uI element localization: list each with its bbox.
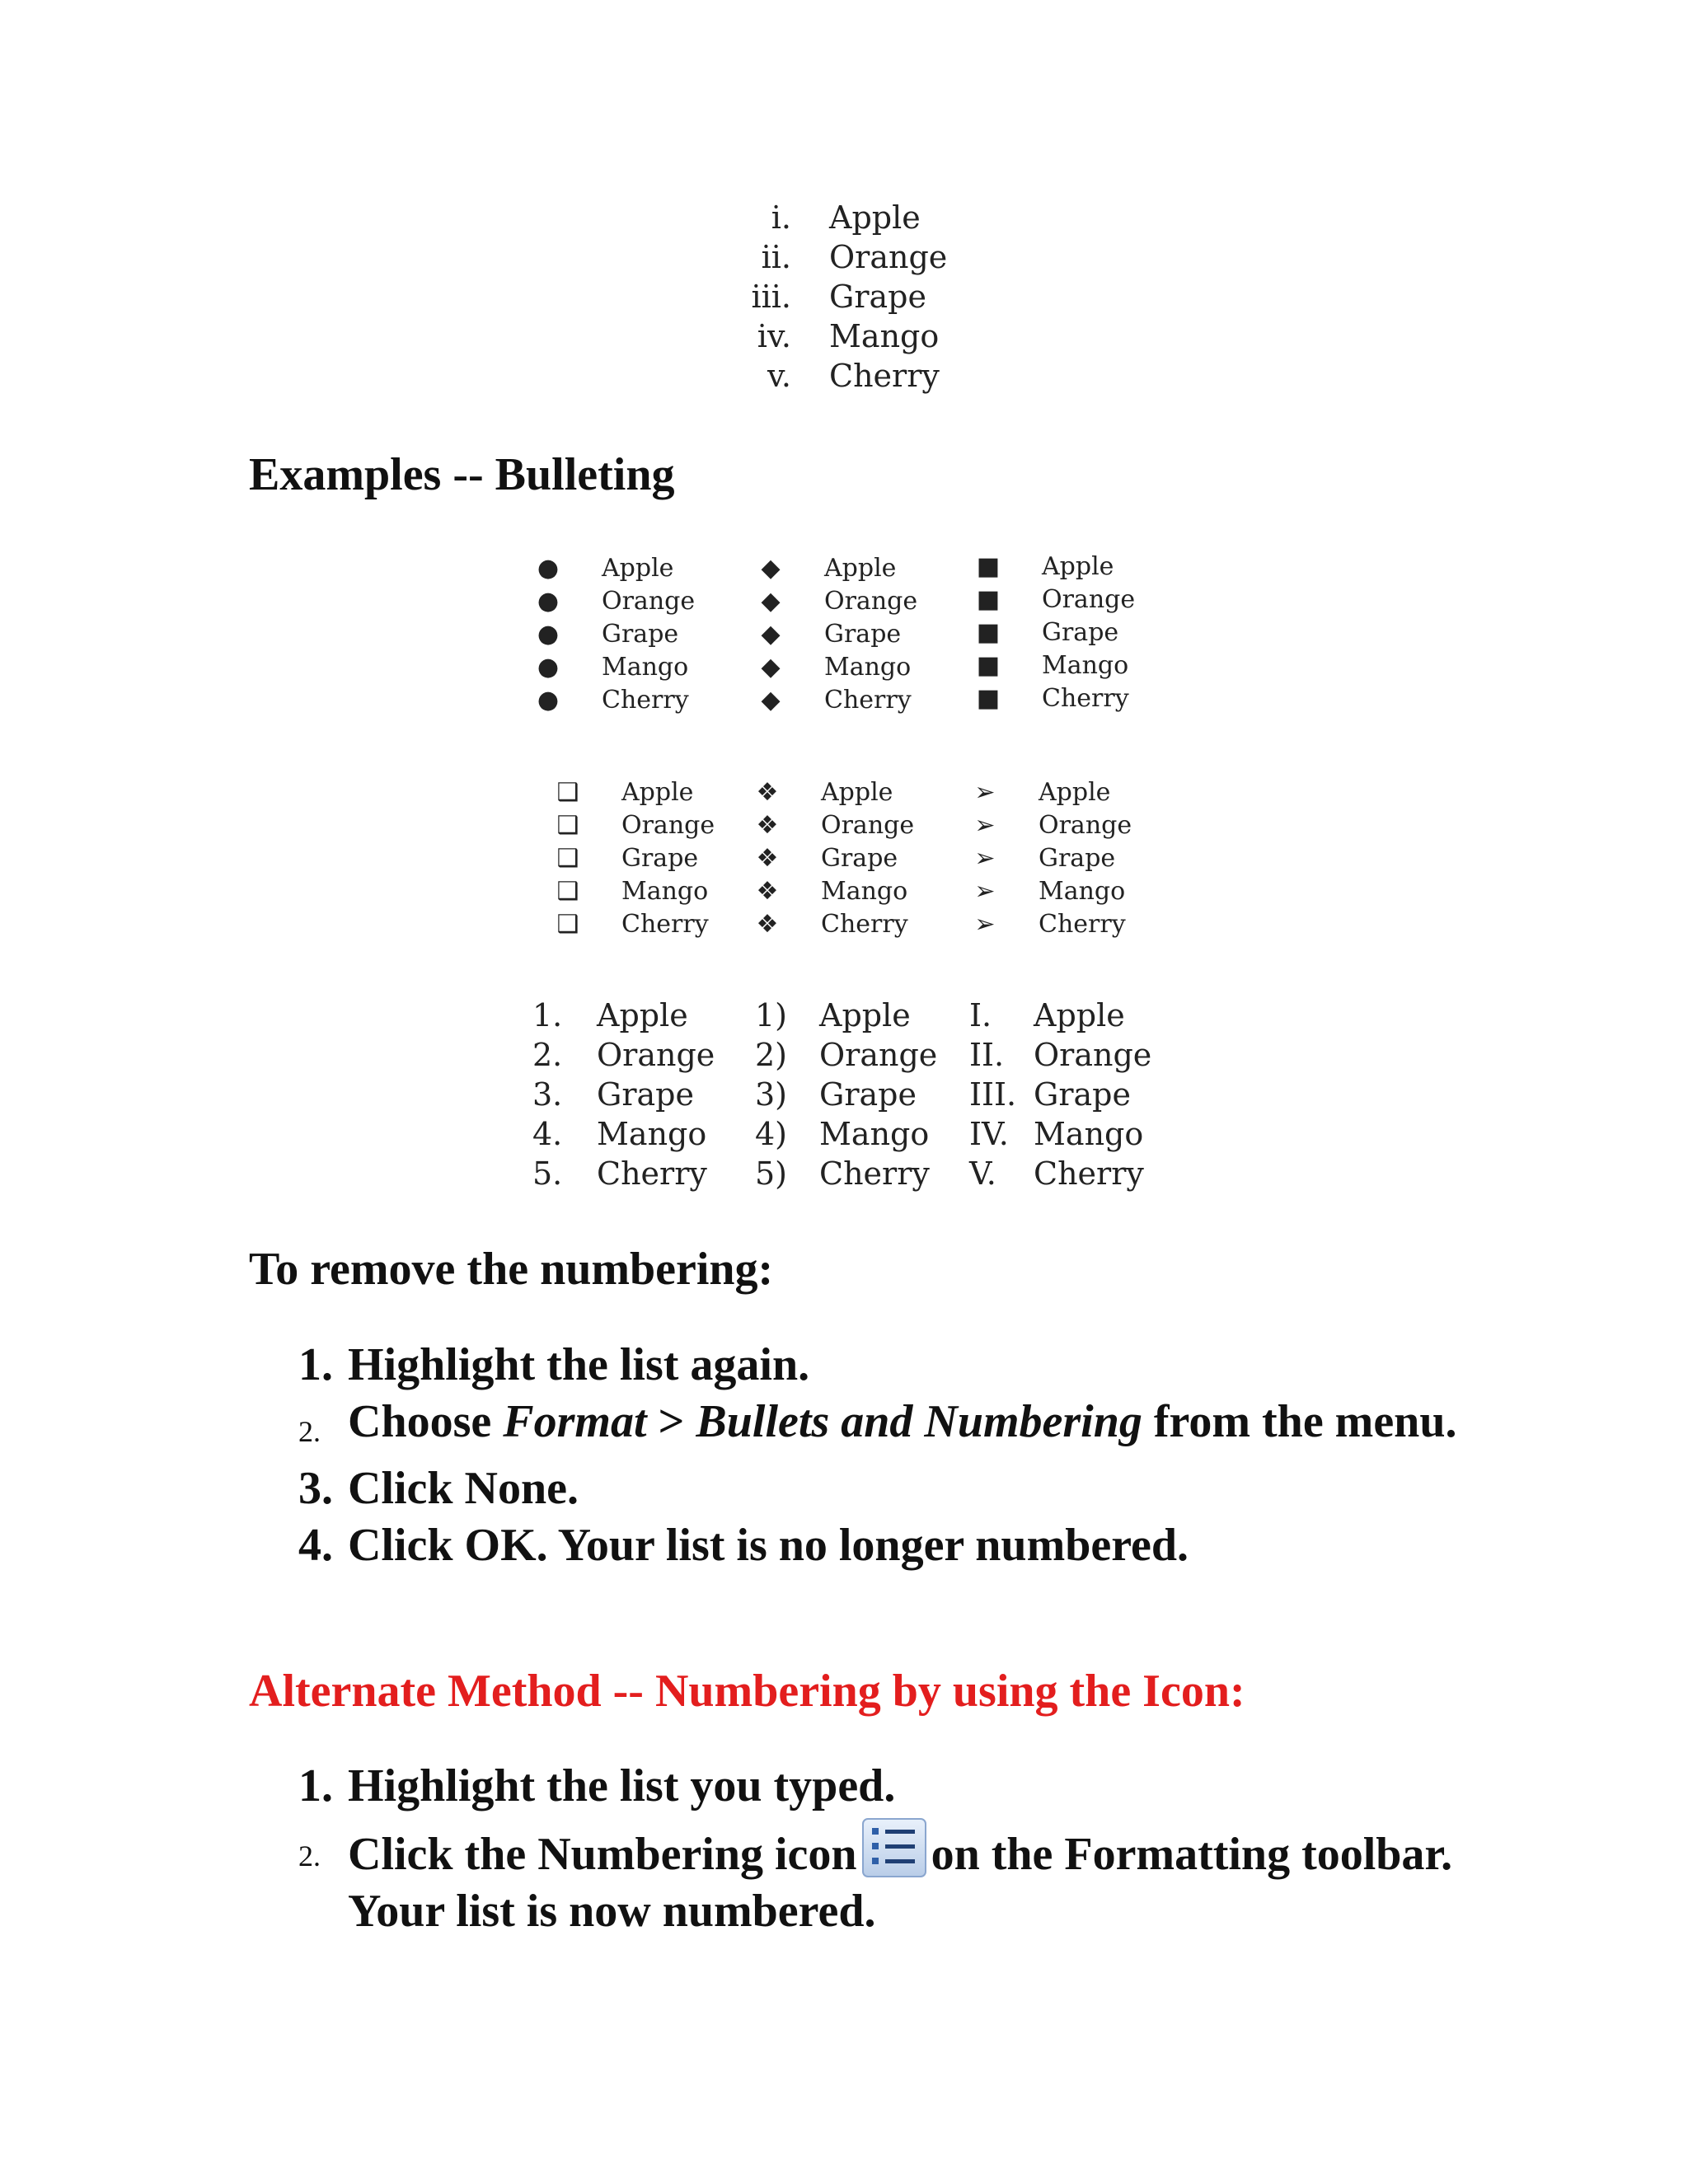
list-marker: ii.	[761, 239, 791, 275]
arrowhead-bullet-icon: ➢	[974, 877, 996, 906]
hollow-square-bullet-list	[556, 776, 715, 941]
list-item	[755, 996, 937, 1035]
bulleting-heading: Examples -- Bulleting	[249, 449, 675, 500]
step-number: 2.	[298, 1415, 321, 1448]
hollow-square-bullet-icon: ❑	[556, 811, 579, 840]
list-item-text: Cherry	[597, 1155, 707, 1192]
list-item	[755, 1154, 937, 1193]
menu-separator: >	[646, 1396, 696, 1447]
list-item	[976, 682, 1135, 715]
list-item-text: Orange	[621, 811, 715, 840]
diamond-bullet-icon: ◆	[761, 653, 781, 682]
list-item	[973, 842, 1132, 875]
list-marker: 2.	[532, 1037, 563, 1073]
list-marker: 1.	[532, 997, 563, 1033]
list-marker: V.	[969, 1155, 996, 1192]
list-marker: 5)	[755, 1155, 788, 1192]
list-item-text: Grape	[829, 279, 926, 315]
remove-step-3	[298, 1460, 1502, 1517]
list-item-text: Grape	[597, 1076, 694, 1113]
list-item	[536, 585, 695, 618]
list-item-text: Grape	[1039, 844, 1116, 873]
arrowhead-bullet-list	[973, 776, 1132, 941]
list-marker: III.	[969, 1076, 1017, 1113]
list-item-text: Cherry	[1039, 910, 1126, 939]
list-item	[725, 277, 947, 316]
square-bullet-icon: ■	[976, 552, 1001, 581]
list-item	[976, 616, 1135, 649]
list-item	[556, 908, 715, 941]
list-marker: iii.	[751, 279, 791, 315]
list-item	[556, 776, 715, 809]
disc-bullet-icon: ●	[537, 686, 560, 715]
list-item-text: Apple	[819, 997, 911, 1033]
fleuron-bullet-icon: ❖	[756, 910, 779, 939]
list-item	[536, 684, 695, 717]
list-marker: 2)	[755, 1037, 788, 1073]
list-item	[973, 809, 1132, 842]
remove-step-2	[298, 1394, 1502, 1460]
list-item	[976, 583, 1135, 616]
list-item-text: Apple	[621, 778, 694, 807]
list-item	[725, 316, 947, 356]
list-item-text: Orange	[1042, 585, 1136, 614]
list-item-text: Cherry	[1034, 1155, 1144, 1192]
alternate-steps-list	[298, 1758, 1502, 1940]
list-marker: 3)	[755, 1076, 788, 1113]
list-item	[556, 875, 715, 908]
list-item	[725, 198, 947, 237]
hollow-square-bullet-icon: ❑	[556, 910, 579, 939]
list-item-text: Orange	[1034, 1037, 1152, 1073]
disc-bullet-icon: ●	[537, 620, 560, 649]
fleuron-bullet-icon: ❖	[756, 811, 779, 840]
list-marker: iv.	[757, 318, 791, 354]
list-item	[969, 1154, 1151, 1193]
list-item	[969, 1075, 1151, 1114]
remove-step-1	[298, 1337, 1502, 1394]
step-number: 1.	[298, 1760, 333, 1811]
fleuron-bullet-icon: ❖	[756, 778, 779, 807]
arrowhead-bullet-icon: ➢	[974, 844, 996, 873]
list-item	[976, 649, 1135, 682]
list-item-text: Mango	[1042, 651, 1129, 680]
diamond-bullet-list	[758, 552, 917, 717]
list-item-text: Apple	[829, 199, 921, 236]
list-marker: i.	[771, 199, 791, 236]
list-marker: 5.	[532, 1155, 563, 1192]
arrowhead-bullet-icon: ➢	[974, 811, 996, 840]
list-item	[755, 1035, 937, 1075]
menu-name-format: Format	[503, 1396, 647, 1447]
fleuron-bullet-icon: ❖	[756, 844, 779, 873]
diamond-bullet-icon: ◆	[761, 587, 781, 616]
list-marker: IV.	[969, 1116, 1009, 1152]
list-item-text: Mango	[821, 877, 908, 906]
step-text-part: Click the Numbering icon	[348, 1829, 857, 1880]
list-item	[532, 1114, 715, 1154]
list-item-text: Grape	[1034, 1076, 1131, 1113]
list-marker: 4.	[532, 1116, 563, 1152]
step-text-part: from the menu.	[1142, 1396, 1457, 1447]
numbering-list-icon	[862, 1818, 926, 1877]
list-item	[755, 842, 914, 875]
list-item-text: Cherry	[621, 910, 709, 939]
list-marker: 3.	[532, 1076, 563, 1113]
list-item-text: Apple	[597, 997, 688, 1033]
list-item-text: Mango	[824, 653, 912, 682]
roman-upper-numbered-list	[969, 996, 1151, 1193]
list-item-text: Mango	[1039, 877, 1126, 906]
arrowhead-bullet-icon: ➢	[974, 778, 996, 807]
step-number: 4.	[298, 1520, 333, 1571]
list-marker: 1)	[755, 997, 788, 1033]
list-item	[758, 618, 917, 651]
list-item	[725, 237, 947, 277]
list-item-text: Apple	[821, 778, 893, 807]
step-text: Highlight the list you typed.	[348, 1760, 896, 1811]
step-number: 2.	[298, 1840, 321, 1872]
hollow-square-bullet-icon: ❑	[556, 844, 579, 873]
list-item-text: Mango	[597, 1116, 707, 1152]
list-item	[758, 684, 917, 717]
list-item	[532, 1035, 715, 1075]
list-item-text: Orange	[824, 587, 918, 616]
step-number: 3.	[298, 1463, 333, 1514]
step-text: Click None.	[348, 1463, 579, 1514]
menu-item-bullets-and-numbering: Bullets and Numbering	[696, 1396, 1142, 1447]
list-item	[755, 809, 914, 842]
list-marker: v.	[767, 358, 791, 394]
list-item	[532, 1075, 715, 1114]
hollow-square-bullet-icon: ❑	[556, 877, 579, 906]
list-marker: 4)	[755, 1116, 788, 1152]
diamond-bullet-icon: ◆	[761, 686, 781, 715]
arabic-period-numbered-list	[532, 996, 715, 1193]
list-item	[973, 875, 1132, 908]
disc-bullet-icon: ●	[537, 554, 560, 583]
list-item-text: Orange	[819, 1037, 938, 1073]
list-item-text: Grape	[821, 844, 898, 873]
list-item	[532, 1154, 715, 1193]
list-item	[755, 908, 914, 941]
list-item-text: Mango	[621, 877, 709, 906]
arrowhead-bullet-icon: ➢	[974, 910, 996, 939]
list-item-text: Mango	[819, 1116, 930, 1152]
list-item-text: Orange	[821, 811, 915, 840]
square-bullet-icon: ■	[976, 651, 1001, 680]
fleuron-bullet-icon: ❖	[756, 877, 779, 906]
list-item-text: Apple	[602, 554, 674, 583]
roman-list-top	[725, 198, 947, 396]
list-item-text: Mango	[829, 318, 940, 354]
list-item-text: Grape	[602, 620, 679, 649]
remove-steps-list	[298, 1337, 1502, 1574]
disc-bullet-icon: ●	[537, 587, 560, 616]
step-text	[348, 1394, 1461, 1460]
remove-numbering-heading: To remove the numbering:	[249, 1244, 774, 1295]
list-item	[725, 356, 947, 396]
list-item-text: Grape	[1042, 618, 1119, 647]
list-item	[755, 1075, 937, 1114]
list-item-text: Cherry	[824, 686, 912, 715]
list-item	[969, 996, 1151, 1035]
step-text: Highlight the list again.	[348, 1339, 810, 1390]
list-item-text: Grape	[824, 620, 902, 649]
list-item-text: Orange	[829, 239, 948, 275]
list-item-text: Orange	[602, 587, 696, 616]
list-item-text: Cherry	[1042, 684, 1129, 713]
list-item	[536, 651, 695, 684]
list-item-text: Grape	[819, 1076, 917, 1113]
list-item	[969, 1035, 1151, 1075]
step-text-part: Choose	[348, 1396, 504, 1447]
list-item	[976, 551, 1135, 583]
disc-bullet-list	[536, 552, 695, 717]
list-item-text: Orange	[1039, 811, 1132, 840]
list-item	[556, 809, 715, 842]
square-bullet-icon: ■	[976, 618, 1001, 647]
list-marker: I.	[969, 997, 992, 1033]
alternate-method-heading: Alternate Method -- Numbering by using the Icon:	[249, 1666, 1245, 1717]
step-text-part: on the Formatting toolbar. Your list is now numbered.	[348, 1829, 1453, 1937]
list-item	[973, 776, 1132, 809]
list-item-text: Mango	[1034, 1116, 1144, 1152]
list-item-text: Orange	[597, 1037, 715, 1073]
list-item-text: Apple	[1034, 997, 1125, 1033]
square-bullet-list	[976, 551, 1135, 715]
list-item	[536, 552, 695, 585]
list-item	[532, 996, 715, 1035]
diamond-bullet-icon: ◆	[761, 620, 781, 649]
list-item	[556, 842, 715, 875]
list-item	[758, 585, 917, 618]
list-item-text: Mango	[602, 653, 689, 682]
square-bullet-icon: ■	[976, 585, 1001, 614]
list-item-text: Cherry	[829, 358, 940, 394]
step-text: Click OK. Your list is no longer numbered.	[348, 1520, 1189, 1571]
list-item-text: Apple	[1042, 552, 1114, 581]
arabic-paren-numbered-list	[755, 996, 937, 1193]
remove-step-4	[298, 1517, 1502, 1574]
list-item	[755, 1114, 937, 1154]
list-item	[755, 776, 914, 809]
list-item-text: Apple	[1039, 778, 1111, 807]
list-marker: II.	[969, 1037, 1005, 1073]
alternate-step-1	[298, 1758, 1502, 1815]
list-item-text: Grape	[621, 844, 699, 873]
hollow-square-bullet-icon: ❑	[556, 778, 579, 807]
disc-bullet-icon: ●	[537, 653, 560, 682]
list-item	[536, 618, 695, 651]
list-item-text: Cherry	[819, 1155, 930, 1192]
alternate-step-2	[298, 1818, 1502, 1940]
list-item	[969, 1114, 1151, 1154]
list-item	[973, 908, 1132, 941]
step-text	[348, 1818, 1461, 1940]
step-number: 1.	[298, 1339, 333, 1390]
fleuron-bullet-list	[755, 776, 914, 941]
list-item	[758, 651, 917, 684]
list-item-text: Apple	[824, 554, 897, 583]
diamond-bullet-icon: ◆	[761, 554, 781, 583]
list-item-text: Cherry	[821, 910, 908, 939]
list-item-text: Cherry	[602, 686, 689, 715]
square-bullet-icon: ■	[976, 684, 1001, 713]
list-item	[755, 875, 914, 908]
list-item	[758, 552, 917, 585]
